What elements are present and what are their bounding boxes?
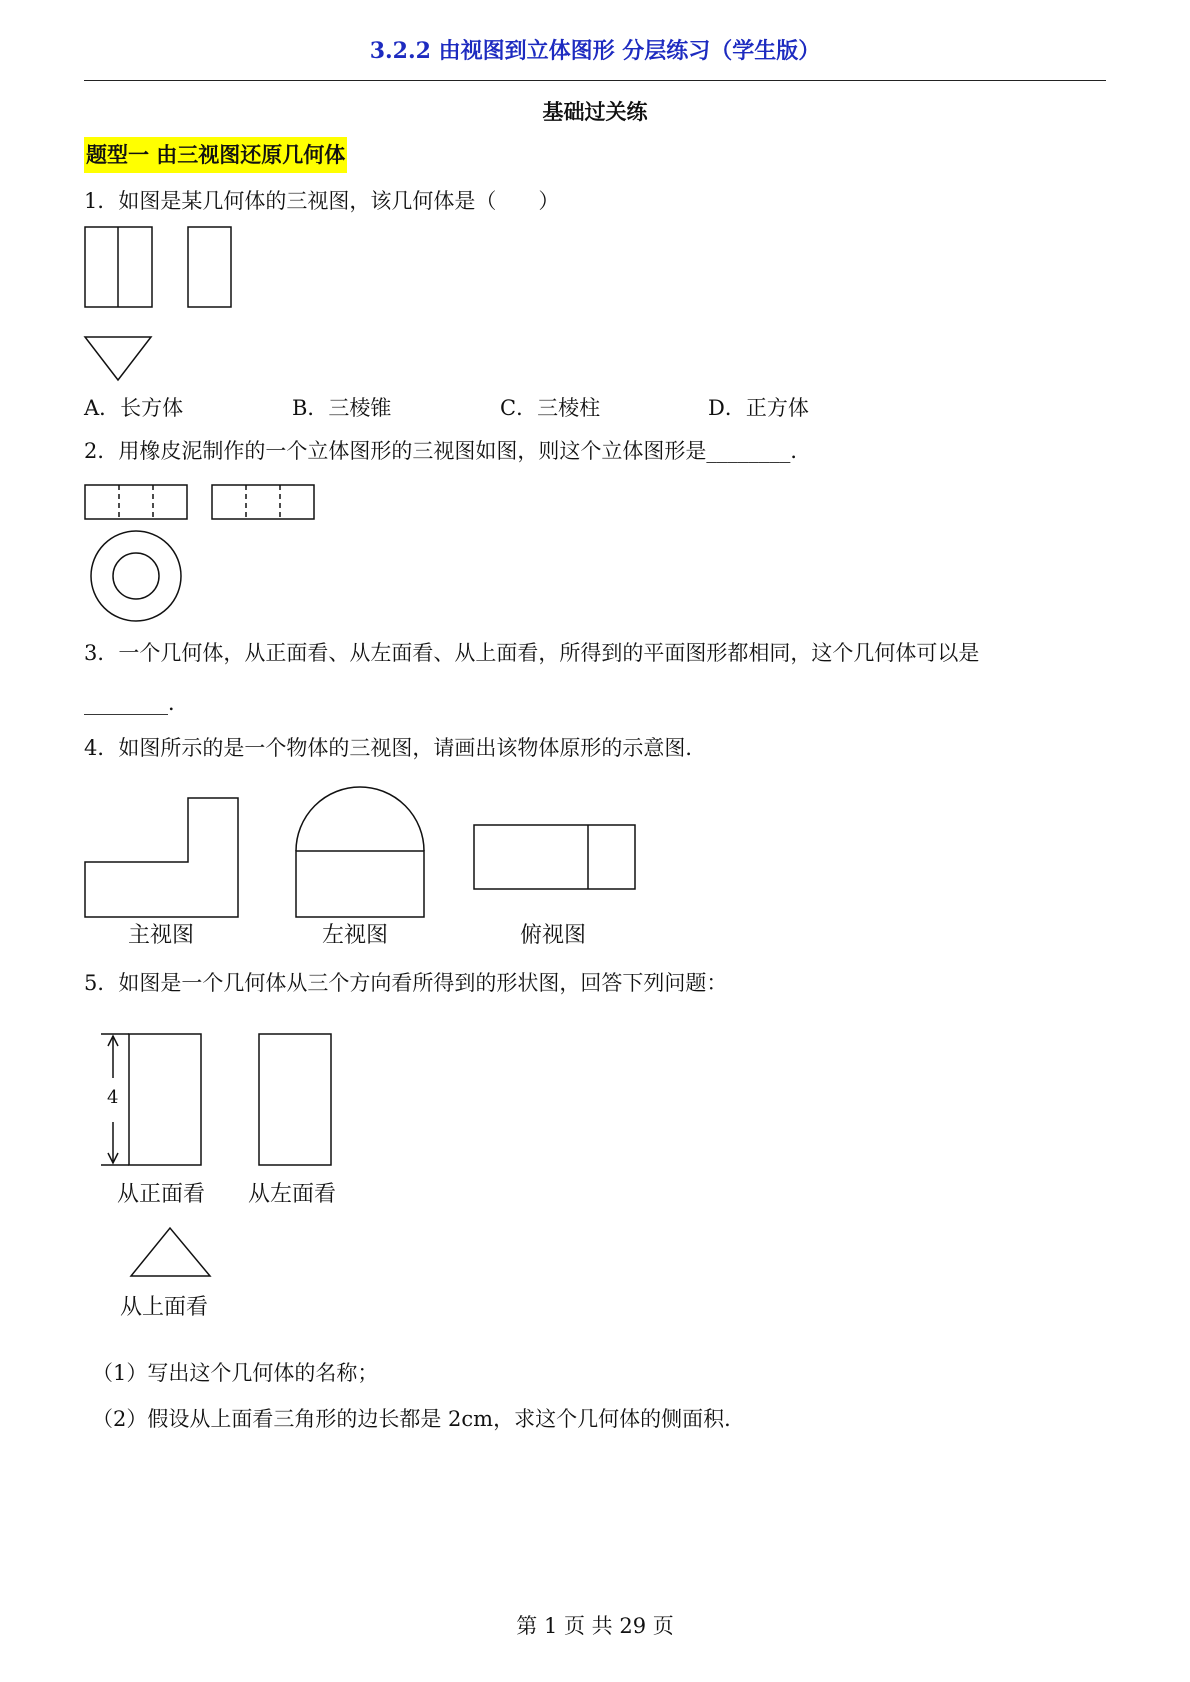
question-4-text: 4．如图所示的是一个物体的三视图，请画出该物体原形的示意图． xyxy=(84,736,707,760)
q4-label-top-view: 俯视图 xyxy=(520,923,587,948)
q1-option-a: A．长方体 xyxy=(84,396,184,420)
q5-subquestion-1: （1）写出这个几何体的名称； xyxy=(92,1361,379,1385)
page-number: 第 1 页 共 29 页 xyxy=(516,1614,674,1638)
q2-side-view xyxy=(212,485,314,519)
q2-front-view xyxy=(85,485,187,519)
q4-top-view xyxy=(474,825,635,889)
q4-left-view-arch xyxy=(296,787,424,917)
q1-option-d: D．正方体 xyxy=(708,396,809,420)
q1-option-c: C．三棱柱 xyxy=(500,396,601,420)
q4-label-front-view: 主视图 xyxy=(128,923,195,948)
q4-label-left-view: 左视图 xyxy=(322,923,389,948)
question-3-line-1: 3．一个几何体，从正面看、从左面看、从上面看，所得到的平面图形都相同，这个几何体可以是 xyxy=(84,641,980,665)
question-5-text: 5．如图是一个几何体从三个方向看所得到的形状图，回答下列问题： xyxy=(84,971,728,995)
q5-subquestion-2: （2）假设从上面看三角形的边长都是 2cm，求这个几何体的侧面积． xyxy=(92,1407,746,1431)
q5-label-front: 从正面看 xyxy=(117,1182,206,1207)
q2-top-view-ring xyxy=(91,531,181,621)
q5-left-view xyxy=(259,1034,331,1165)
q5-label-top: 从上面看 xyxy=(120,1295,209,1320)
q1-option-b: B．三棱锥 xyxy=(292,396,392,420)
question-3-line-2: ________． xyxy=(84,691,189,715)
q1-top-view-triangle xyxy=(85,337,151,380)
question-2-text: 2．用橡皮泥制作的一个立体图形的三视图如图，则这个立体图形是________． xyxy=(84,439,812,463)
section-title: 基础过关练 xyxy=(542,99,648,124)
document-title: 3.2.2 由视图到立体图形 分层练习（学生版） xyxy=(369,38,821,64)
q1-front-view xyxy=(85,227,152,307)
topic-label: 题型一 由三视图还原几何体 xyxy=(84,137,347,173)
question-1-text: 1．如图是某几何体的三视图，该几何体是（ ） xyxy=(84,189,560,213)
q1-side-view xyxy=(188,227,231,307)
q5-front-view-with-dimension xyxy=(101,1034,201,1165)
q5-label-left: 从左面看 xyxy=(248,1182,337,1207)
q5-top-view-triangle xyxy=(131,1228,210,1276)
q5-dimension-label: 4 xyxy=(107,1087,119,1108)
q4-front-view-l-shape xyxy=(85,798,238,917)
